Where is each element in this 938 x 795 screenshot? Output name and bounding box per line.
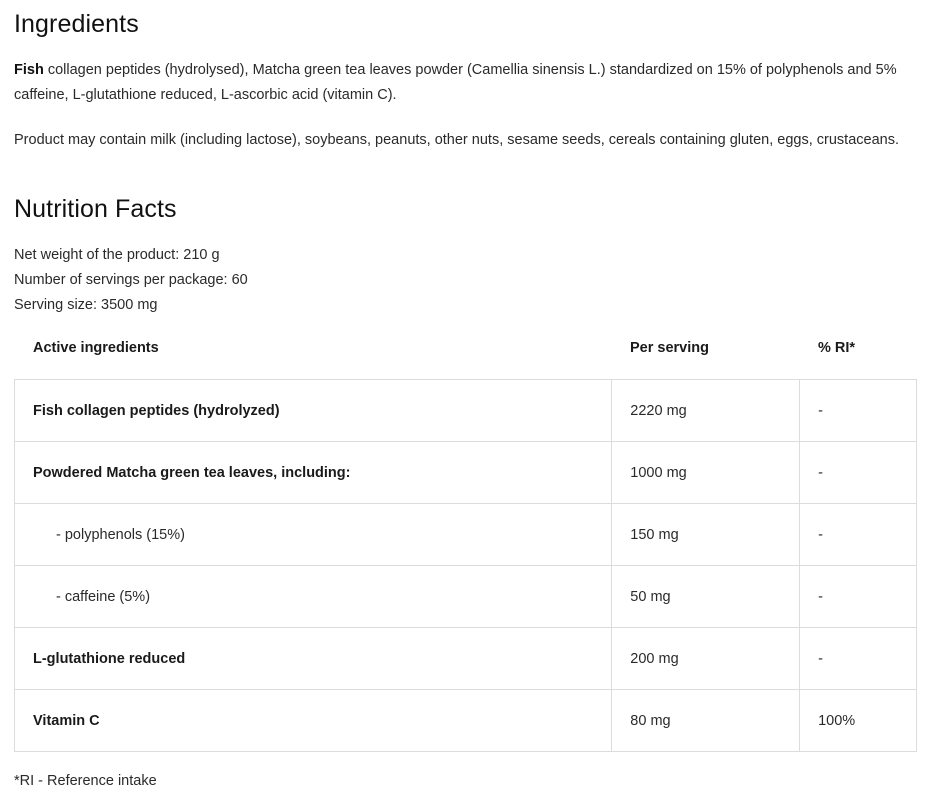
per-serving-cell: 50 mg <box>612 566 800 628</box>
servings-per-package: Number of servings per package: 60 <box>14 272 248 288</box>
per-serving-cell: 150 mg <box>612 504 800 566</box>
table-row <box>15 690 917 752</box>
ingredient-cell: Powdered Matcha green tea leaves, including: <box>15 442 612 504</box>
ingredient-cell: L-glutathione reduced <box>15 628 612 690</box>
serving-size: Serving size: 3500 mg <box>14 297 158 313</box>
ri-cell: - <box>800 380 917 442</box>
table-row <box>15 380 917 442</box>
ingredients-heading: Ingredients <box>14 10 139 38</box>
net-weight: Net weight of the product: 210 g <box>14 247 220 263</box>
ingredient-cell: - caffeine (5%) <box>15 566 612 628</box>
ri-cell: - <box>800 504 917 566</box>
nutrition-table <box>14 379 917 752</box>
ri-footnote: *RI - Reference intake <box>14 773 157 789</box>
per-serving-cell: 80 mg <box>612 690 800 752</box>
table-row <box>15 504 917 566</box>
header-ri: % RI* <box>818 340 856 356</box>
ri-cell: - <box>800 566 917 628</box>
allergen-note: Product may contain milk (including lactose), soybeans, peanuts, other nuts, sesame seeds, cereals containing gluten, eggs, crustaceans. <box>14 132 899 148</box>
ri-cell: 100% <box>800 690 917 752</box>
nutrition-table-header <box>14 334 917 364</box>
per-serving-cell: 1000 mg <box>612 442 800 504</box>
per-serving-cell: 2220 mg <box>612 380 800 442</box>
table-row <box>15 566 917 628</box>
header-per-serving: Per serving <box>630 340 709 356</box>
ingredients-composition <box>14 58 919 108</box>
ri-cell: - <box>800 628 917 690</box>
nutrition-facts-heading: Nutrition Facts <box>14 195 177 223</box>
per-serving-cell: 200 mg <box>612 628 800 690</box>
ingredient-cell: Fish collagen peptides (hydrolyzed) <box>15 380 612 442</box>
ingredient-cell: - polyphenols (15%) <box>15 504 612 566</box>
table-row <box>15 628 917 690</box>
header-active-ingredients: Active ingredients <box>33 340 159 356</box>
ingredient-cell: Vitamin C <box>15 690 612 752</box>
table-row <box>15 442 917 504</box>
composition-bold-word: Fish <box>14 62 44 78</box>
composition-text: collagen peptides (hydrolysed), Matcha green tea leaves powder (Camellia sinensis L.) standardized on 15% of polyphenols and 5% caffeine, L-glutathione reduced, L-ascorbic acid (vitamin C). <box>14 62 897 103</box>
ri-cell: - <box>800 442 917 504</box>
